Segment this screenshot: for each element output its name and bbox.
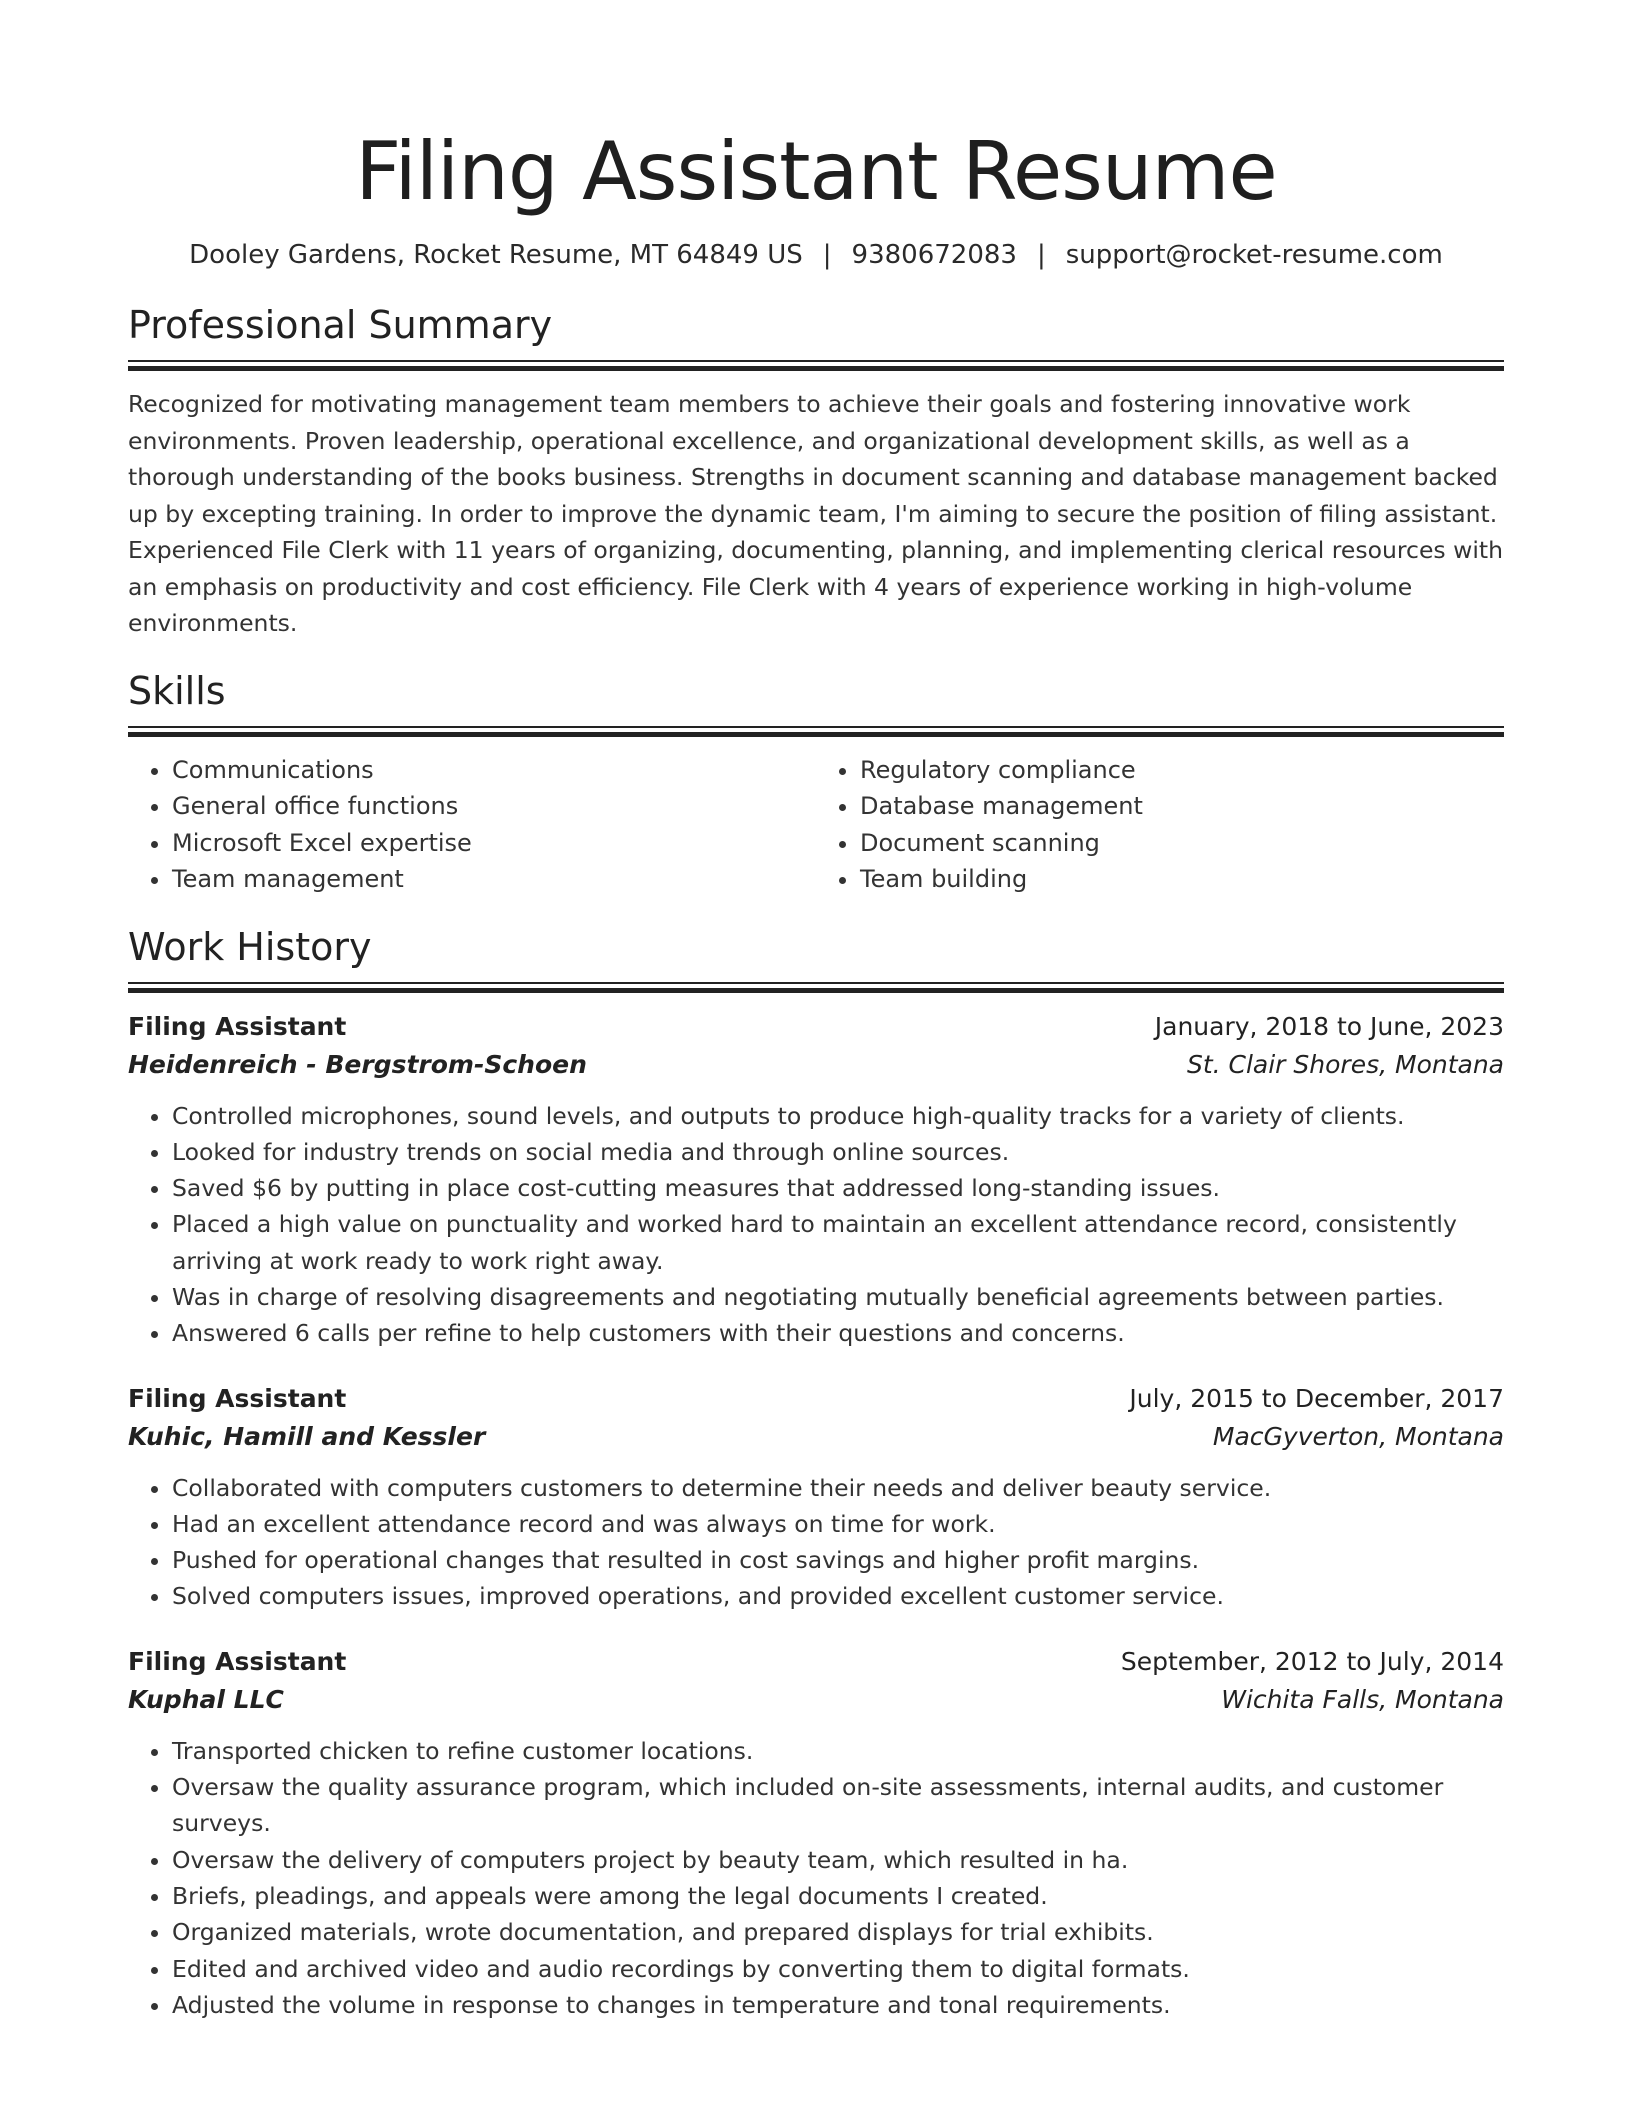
work-history-section — [128, 924, 1504, 2024]
summary-text: Recognized for motivating management team members to achieve their goals and fostering innovative work environments. Proven leadership, operational excellence, and organizational development skills, as well as a thorough understanding of the books business. Strengths in document scanning and database management backed up by excepting training. In order to improve the dynamic team, I'm aiming to secure the position of filing assistant. Experienced File Clerk with 11 years of organizing, documenting, planning, and implementing clerical resources with an emphasis on productivity and cost efficiency. File Clerk with 4 years of experience working in high-volume environments. — [128, 390, 1503, 637]
list-item: • Saved $6 by putting in place cost-cutting measures that addressed long-standing issues. — [172, 1170, 1504, 1206]
job-dates: January, 2018 to June, 2023 — [1154, 1011, 1504, 1041]
job-company: Kuhic, Hamill and Kessler — [128, 1421, 486, 1451]
skill-item: • Document scanning — [860, 825, 1504, 862]
list-item: • Organized materials, wrote documentation, and prepared displays for trial exhibits. — [172, 1914, 1504, 1950]
list-item: • Solved computers issues, improved operations, and provided excellent customer service. — [172, 1578, 1504, 1614]
list-item: • Oversaw the delivery of computers project by beauty team, which resulted in ha. — [172, 1842, 1504, 1878]
list-item: • Looked for industry trends on social media and through online sources. — [172, 1134, 1504, 1170]
job-title: Filing Assistant — [128, 1011, 347, 1041]
summary-section — [128, 302, 1504, 642]
list-item: • Oversaw the quality assurance program, which included on-site assessments, internal audits, and customer surveys. — [172, 1769, 1504, 1842]
job-bullets — [128, 1733, 1504, 2023]
job-location: MacGyverton, Montana — [1212, 1421, 1504, 1451]
job-company-row — [128, 1681, 1504, 1719]
job-company-row — [128, 1418, 1504, 1456]
summary-heading: Professional Summary — [128, 303, 553, 347]
list-item: • Placed a high value on punctuality and worked hard to maintain an excellent attendance record, consistently arriving at work ready to work right away. — [172, 1206, 1504, 1279]
contact-phone: 9380672083 — [851, 240, 1017, 270]
job-location: St. Clair Shores, Montana — [1186, 1049, 1504, 1079]
job-entry — [128, 1008, 1504, 1352]
skill-item: • Team building — [860, 861, 1504, 898]
skills-column-right — [816, 752, 1504, 898]
job-dates: September, 2012 to July, 2014 — [1120, 1646, 1504, 1676]
skills-column-left — [128, 752, 816, 898]
job-company: Heidenreich - Bergstrom-Schoen — [128, 1049, 587, 1079]
resume-title: Filing Assistant Resume — [355, 125, 1277, 218]
job-entry — [128, 1380, 1504, 1615]
section-divider — [128, 982, 1504, 992]
list-item: • Collaborated with computers customers to determine their needs and deliver beauty service. — [172, 1470, 1504, 1506]
skill-item: • Team management — [172, 861, 816, 898]
contact-email: support@rocket-resume.com — [1065, 240, 1443, 270]
job-company-row — [128, 1046, 1504, 1084]
skill-item: • Database management — [860, 788, 1504, 825]
list-item: • Briefs, pleadings, and appeals were among the legal documents I created. — [172, 1878, 1504, 1914]
list-item: • Was in charge of resolving disagreements and negotiating mutually beneficial agreements between parties. — [172, 1279, 1504, 1315]
work-history-heading: Work History — [128, 924, 372, 969]
list-item: • Controlled microphones, sound levels, and outputs to produce high-quality tracks for a variety of clients. — [172, 1098, 1504, 1134]
contact-separator: | — [1036, 240, 1046, 270]
list-item: • Adjusted the volume in response to changes in temperature and tonal requirements. — [172, 1987, 1504, 2023]
skill-item: • Regulatory compliance — [860, 752, 1504, 789]
skills-section — [128, 668, 1504, 898]
contact-line — [128, 238, 1504, 272]
job-bullets — [128, 1098, 1504, 1352]
job-title: Filing Assistant — [128, 1383, 347, 1413]
list-item: • Had an excellent attendance record and was always on time for work. — [172, 1506, 1504, 1542]
list-item: • Pushed for operational changes that resulted in cost savings and higher profit margins. — [172, 1542, 1504, 1578]
section-divider — [128, 360, 1504, 370]
job-company: Kuphal LLC — [128, 1684, 284, 1714]
list-item: • Transported chicken to refine customer locations. — [172, 1733, 1504, 1769]
contact-separator: | — [822, 240, 832, 270]
job-header-row — [128, 1008, 1504, 1046]
section-divider — [128, 726, 1504, 736]
job-title: Filing Assistant — [128, 1646, 347, 1676]
skill-item: • Microsoft Excel expertise — [172, 825, 816, 862]
job-header-row — [128, 1643, 1504, 1681]
skill-item: • Communications — [172, 752, 816, 789]
job-header-row — [128, 1380, 1504, 1418]
list-item: • Edited and archived video and audio recordings by converting them to digital formats. — [172, 1951, 1504, 1987]
job-dates: July, 2015 to December, 2017 — [1129, 1383, 1504, 1413]
contact-address: Dooley Gardens, Rocket Resume, MT 64849 US — [189, 240, 803, 270]
resume-page — [128, 0, 1504, 2023]
job-bullets — [128, 1470, 1504, 1615]
skills-heading: Skills — [128, 668, 226, 713]
skills-list — [128, 752, 1504, 898]
skill-item: • General office functions — [172, 788, 816, 825]
list-item: • Answered 6 calls per refine to help customers with their questions and concerns. — [172, 1315, 1504, 1351]
job-location: Wichita Falls, Montana — [1221, 1684, 1504, 1714]
job-entry — [128, 1643, 1504, 2023]
